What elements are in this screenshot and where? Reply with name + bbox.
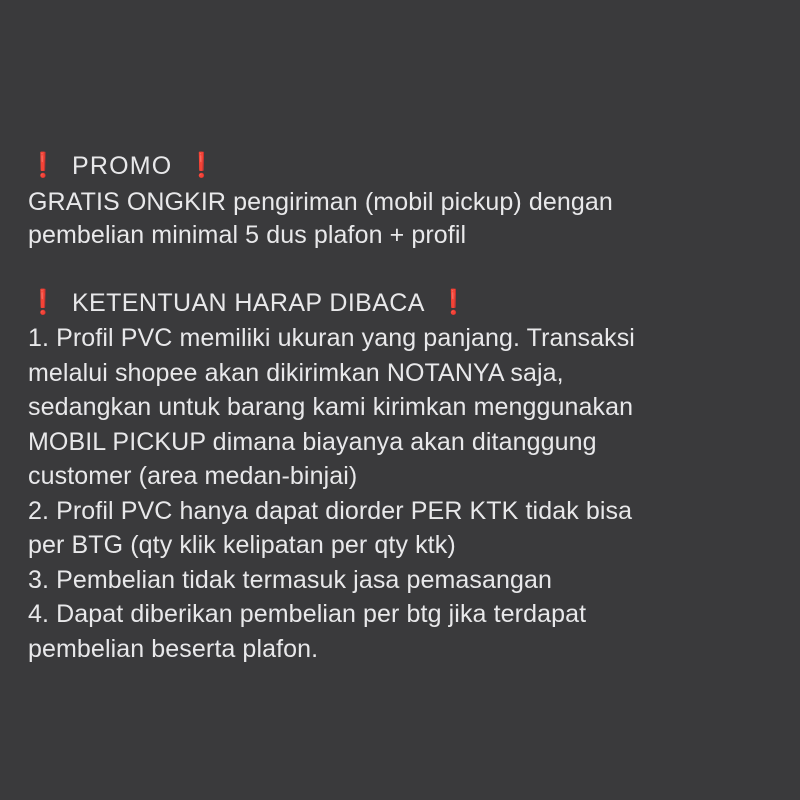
list-item: 1. Profil PVC memiliki ukuran yang panjang. Transaksi xyxy=(28,324,635,352)
promo-title: PROMO xyxy=(71,152,173,180)
list-item: melalui shopee akan dikirimkan NOTANYA saja, xyxy=(28,358,564,387)
promo-heading xyxy=(28,150,772,184)
list-item: 4. Dapat diberikan pembelian per btg jika terdapat xyxy=(28,600,587,628)
promo-body-line-2: pembelian minimal 5 dus plafon + profil xyxy=(28,221,467,249)
promo-section xyxy=(28,150,772,253)
terms-title: KETENTUAN HARAP DIBACA xyxy=(71,288,425,317)
terms-heading xyxy=(28,287,772,321)
list-item: customer (area medan-binjai) xyxy=(28,462,358,490)
exclamation-mark-icon: ❗ xyxy=(186,152,217,179)
list-item: sedangkan untuk barang kami kirimkan menggunakan xyxy=(28,393,634,421)
exclamation-mark-icon: ❗ xyxy=(28,152,58,179)
section-divider xyxy=(28,253,772,287)
list-item: 3. Pembelian tidak termasuk jasa pemasangan xyxy=(28,565,553,594)
list-item: per BTG (qty klik kelipatan per qty ktk) xyxy=(28,531,456,559)
list-item: pembelian beserta plafon. xyxy=(28,634,319,663)
promo-body-line-1: GRATIS ONGKIR pengiriman (mobil pickup) dengan xyxy=(28,187,613,216)
exclamation-mark-icon: ❗ xyxy=(28,288,58,316)
terms-section xyxy=(28,287,772,667)
list-item: MOBIL PICKUP dimana biayanya akan ditanggung xyxy=(28,427,597,456)
exclamation-mark-icon: ❗ xyxy=(438,288,469,316)
list-item: 2. Profil PVC hanya dapat diorder PER KTK tidak bisa xyxy=(28,496,633,525)
terms-list xyxy=(28,322,772,666)
